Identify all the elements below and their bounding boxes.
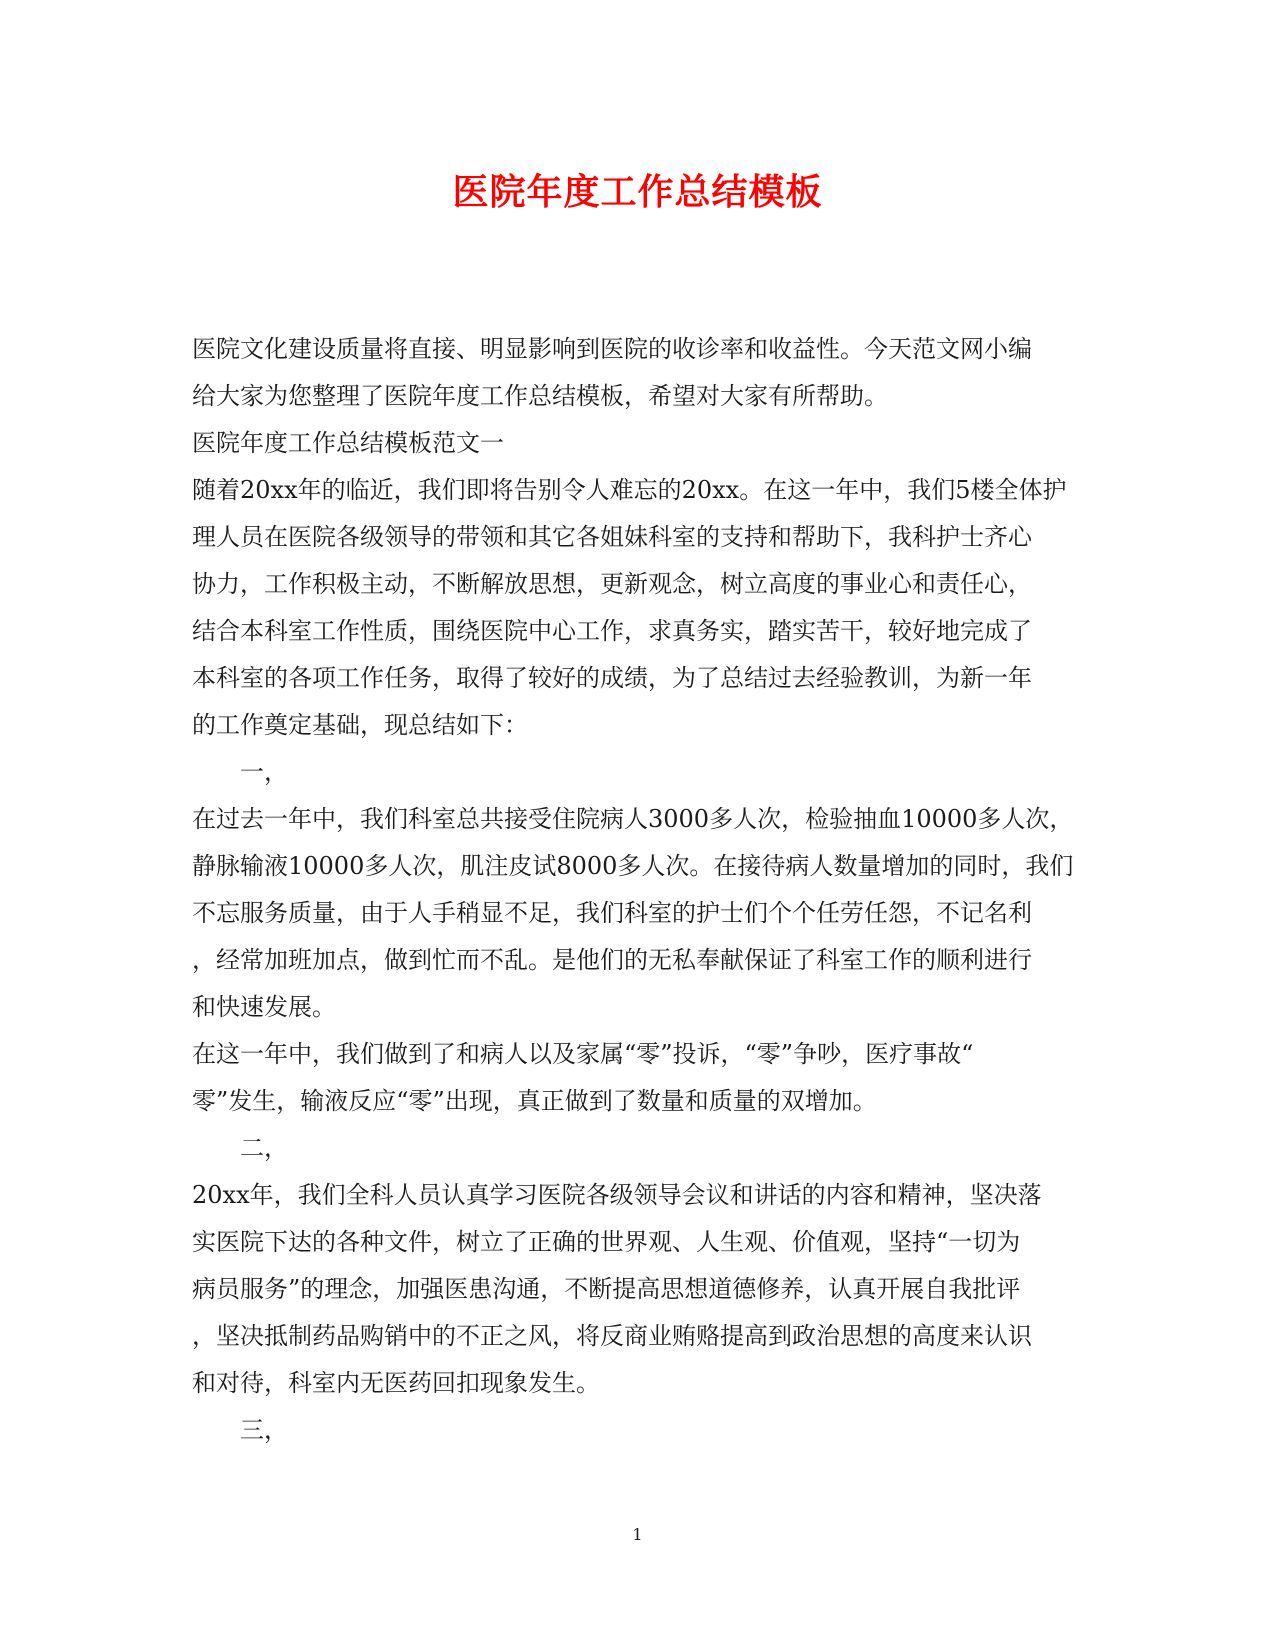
document-body [192,326,1092,1454]
document-title: 医院年度工作总结模板 [452,171,823,213]
paragraph-line: 零”发生，输液反应“零”出现，真正做到了数量和质量的双增加。 [192,1087,877,1115]
paragraph-line: 和快速发展。 [192,993,336,1021]
section-number: 三， [240,1416,288,1444]
paragraph-line: 在过去一年中，我们科室总共接受住院病人3000多人次，检验抽血10000多人次， [192,805,1074,833]
paragraph-line: 静脉输液10000多人次，肌注皮试8000多人次。在接待病人数量增加的同时，我们 [192,852,1074,880]
section-number: 一， [240,758,288,786]
section-heading: 医院年度工作总结模板范文一 [192,429,504,457]
paragraph-line: 结合本科室工作性质，围绕医院中心工作，求真务实，踏实苦干，较好地完成了 [192,617,1032,645]
paragraph-line: ，经常加班加点，做到忙而不乱。是他们的无私奉献保证了科室工作的顺利进行 [192,946,1032,974]
paragraph-line: 在这一年中，我们做到了和病人以及家属“零”投诉，“零”争吵，医疗事故“ [192,1040,974,1068]
paragraph-line: 病员服务”的理念，加强医患沟通，不断提高思想道德修养，认真开展自我批评 [192,1275,1021,1303]
paragraph-line: 实医院下达的各种文件，树立了正确的世界观、人生观、价值观，坚持“一切为 [192,1228,1021,1256]
paragraph-line: ，坚决抵制药品购销中的不正之风，将反商业贿赂提高到政治思想的高度来认识 [192,1322,1032,1350]
paragraph-line: 随着20xx年的临近，我们即将告别令人难忘的20xx。在这一年中，我们5楼全体护 [192,476,1067,504]
paragraph-line: 医院文化建设质量将直接、明显影响到医院的收诊率和收益性。今天范文网小编 [192,335,1032,363]
paragraph-line: 本科室的各项工作任务，取得了较好的成绩，为了总结过去经验教训，为新一年 [192,664,1032,692]
paragraph-line: 协力，工作积极主动，不断解放思想，更新观念，树立高度的事业心和责任心， [192,570,1032,598]
paragraph-line: 理人员在医院各级领导的带领和其它各姐妹科室的支持和帮助下，我科护士齐心 [192,523,1032,551]
paragraph-line: 给大家为您整理了医院年度工作总结模板，希望对大家有所帮助。 [192,382,888,410]
paragraph-line: 不忘服务质量，由于人手稍显不足，我们科室的护士们个个任劳任怨，不记名利 [192,899,1032,927]
paragraph-line: 的工作奠定基础，现总结如下： [192,711,528,739]
section-number: 二， [240,1134,288,1162]
page-number: 1 [632,1525,643,1544]
paragraph-line: 20xx年，我们全科人员认真学习医院各级领导会议和讲话的内容和精神，坚决落 [192,1181,1042,1209]
paragraph-line: 和对待，科室内无医药回扣现象发生。 [192,1369,600,1397]
